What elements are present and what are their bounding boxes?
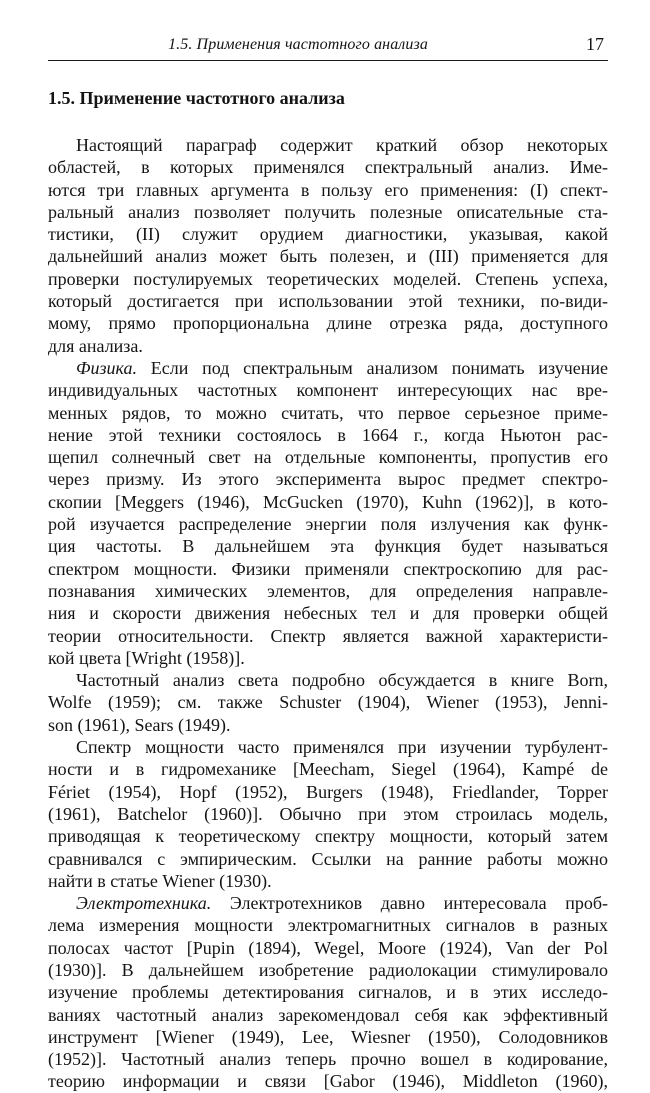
text-line xyxy=(48,491,608,513)
text-line xyxy=(48,1070,608,1092)
text-line xyxy=(48,290,608,312)
text-line xyxy=(48,402,608,424)
line-text: Электротехников давно интересовала проб- xyxy=(211,893,608,914)
running-head xyxy=(48,36,608,66)
text-line xyxy=(48,647,608,669)
line-text: для анализа. xyxy=(48,335,143,356)
text-line xyxy=(48,714,608,736)
line-text: son (1961), Sears (1949). xyxy=(48,714,231,735)
text-line xyxy=(48,468,608,490)
line-text: ция частоты. В дальнейшем эта функция будет называться xyxy=(48,536,608,557)
line-text: Частотный анализ света подробно обсуждается в книге Born, xyxy=(76,670,608,691)
text-line xyxy=(48,580,608,602)
text-line xyxy=(48,223,608,245)
text-line xyxy=(48,335,608,357)
body-text xyxy=(48,134,608,1093)
line-text: тистики, (II) служит орудием диагностики, указывая, какой xyxy=(48,224,608,245)
text-line xyxy=(48,825,608,847)
line-text: (1961), Batchelor (1960)]. Обычно при этом строилась модель, xyxy=(48,803,608,824)
line-text: дальнейший анализ может быть полезен, и (III) применяется для xyxy=(48,246,608,267)
text-line xyxy=(48,1004,608,1026)
paragraph xyxy=(48,357,608,669)
page-number: 17 xyxy=(586,34,604,54)
text-line xyxy=(48,268,608,290)
paragraph xyxy=(48,892,608,1093)
text-line xyxy=(48,781,608,803)
text-line xyxy=(48,1026,608,1048)
line-text: спектром мощности. Физики применяли спектроскопию для рас- xyxy=(48,558,608,579)
text-line xyxy=(48,379,608,401)
line-text: который достигается при использовании этой техники, по-види- xyxy=(48,291,608,312)
line-text: ваниях частотный анализ зарекомендовал себя как эффективный xyxy=(48,1004,608,1025)
text-line xyxy=(48,134,608,156)
line-text: полосах частот [Pupin (1894), Wegel, Moore (1924), Van der Pol xyxy=(48,937,608,958)
text-line xyxy=(48,669,608,691)
line-text: инструмент [Wiener (1949), Lee, Wiesner (1950), Солодовников xyxy=(48,1026,608,1047)
line-text: теорию информации и связи [Gabor (1946), Middleton (1960), xyxy=(48,1071,608,1092)
line-text: ности и в гидромеханике [Meecham, Siegel (1964), Kampé de xyxy=(48,759,608,780)
text-line xyxy=(48,156,608,178)
text-line xyxy=(48,245,608,267)
text-line xyxy=(48,201,608,223)
text-line xyxy=(48,179,608,201)
line-text: скопии [Meggers (1946), McGucken (1970), Kuhn (1962)], в кото- xyxy=(48,491,608,512)
paragraph xyxy=(48,736,608,892)
text-line xyxy=(48,513,608,535)
line-text: кой цвета [Wright (1958)]. xyxy=(48,647,245,668)
text-line xyxy=(48,959,608,981)
text-line xyxy=(48,758,608,780)
line-text: через призму. Из этого эксперимента вырос предмет спектро- xyxy=(48,469,608,490)
text-line xyxy=(48,1048,608,1070)
text-line xyxy=(48,691,608,713)
run-in-heading: Электротехника. xyxy=(76,893,212,914)
line-text: щепил солнечный свет на отдельные компоненты, пропустив его xyxy=(48,447,608,468)
line-text: изучение проблемы детектирования сигналов, и в этих исследо- xyxy=(48,982,608,1003)
line-text: лема измерения мощности электромагнитных сигналов в разных xyxy=(48,915,608,936)
text-line xyxy=(48,535,608,557)
line-text: ральный анализ позволяет получить полезные описательные ста- xyxy=(48,201,608,222)
line-text: Wolfe (1959); см. также Schuster (1904), Wiener (1953), Jenni- xyxy=(48,692,608,713)
header-rule xyxy=(48,60,608,61)
text-line xyxy=(48,602,608,624)
text-line xyxy=(48,357,608,379)
line-text: (1930)]. В дальнейшем изобретение радиолокации стимулировало xyxy=(48,959,608,980)
text-line xyxy=(48,446,608,468)
line-text: нение этой техники состоялось в 1664 г., когда Ньютон рас- xyxy=(48,424,608,445)
line-text: приводящая к теоретическому спектру мощности, который затем xyxy=(48,826,608,847)
text-line xyxy=(48,558,608,580)
line-text: проверки постулируемых теоретических моделей. Степень успеха, xyxy=(48,268,608,289)
line-text: теории относительности. Спектр является важной характеристи- xyxy=(48,625,608,646)
text-line xyxy=(48,937,608,959)
text-line xyxy=(48,803,608,825)
run-in-heading: Физика. xyxy=(76,357,137,378)
paragraph xyxy=(48,669,608,736)
text-line xyxy=(48,848,608,870)
line-text: (1952)]. Частотный анализ теперь прочно вошел в кодирование, xyxy=(48,1049,608,1070)
line-text: индивидуальных частотных компонент интересующих нас вре- xyxy=(48,380,608,401)
text-line xyxy=(48,914,608,936)
paragraph xyxy=(48,134,608,357)
text-line xyxy=(48,892,608,914)
line-text: познавания химических элементов, для определения направле- xyxy=(48,580,608,601)
line-text: менных рядов, то можно считать, что первое серьезное приме- xyxy=(48,402,608,423)
line-text: областей, в которых применялся спектральный анализ. Име- xyxy=(48,157,608,178)
text-line xyxy=(48,312,608,334)
section-heading: 1.5. Применение частотного анализа xyxy=(48,88,345,108)
line-text: Настоящий параграф содержит краткий обзор некоторых xyxy=(76,135,608,155)
running-title: 1.5. Применения частотного анализа xyxy=(168,36,428,53)
line-text: Если под спектральным анализом понимать изучение xyxy=(136,357,608,378)
line-text: ния и скорости движения небесных тел и для проверки общей xyxy=(48,603,608,624)
line-text: Fériet (1954), Hopf (1952), Burgers (1948), Friedlander, Topper xyxy=(48,781,608,802)
text-line xyxy=(48,424,608,446)
text-line xyxy=(48,625,608,647)
line-text: Спектр мощности часто применялся при изучении турбулент- xyxy=(76,737,608,758)
line-text: найти в статье Wiener (1930). xyxy=(48,870,272,891)
line-text: мому, прямо пропорциональна длине отрезка ряда, доступного xyxy=(48,313,608,334)
line-text: сравнивался с эмпирическим. Ссылки на ранние работы можно xyxy=(48,848,608,869)
text-line xyxy=(48,870,608,892)
line-text: ются три главных аргумента в пользу его применения: (I) спект- xyxy=(48,179,608,200)
line-text: рой изучается распределение энергии поля излучения как функ- xyxy=(48,514,608,535)
text-line xyxy=(48,736,608,758)
text-line xyxy=(48,981,608,1003)
